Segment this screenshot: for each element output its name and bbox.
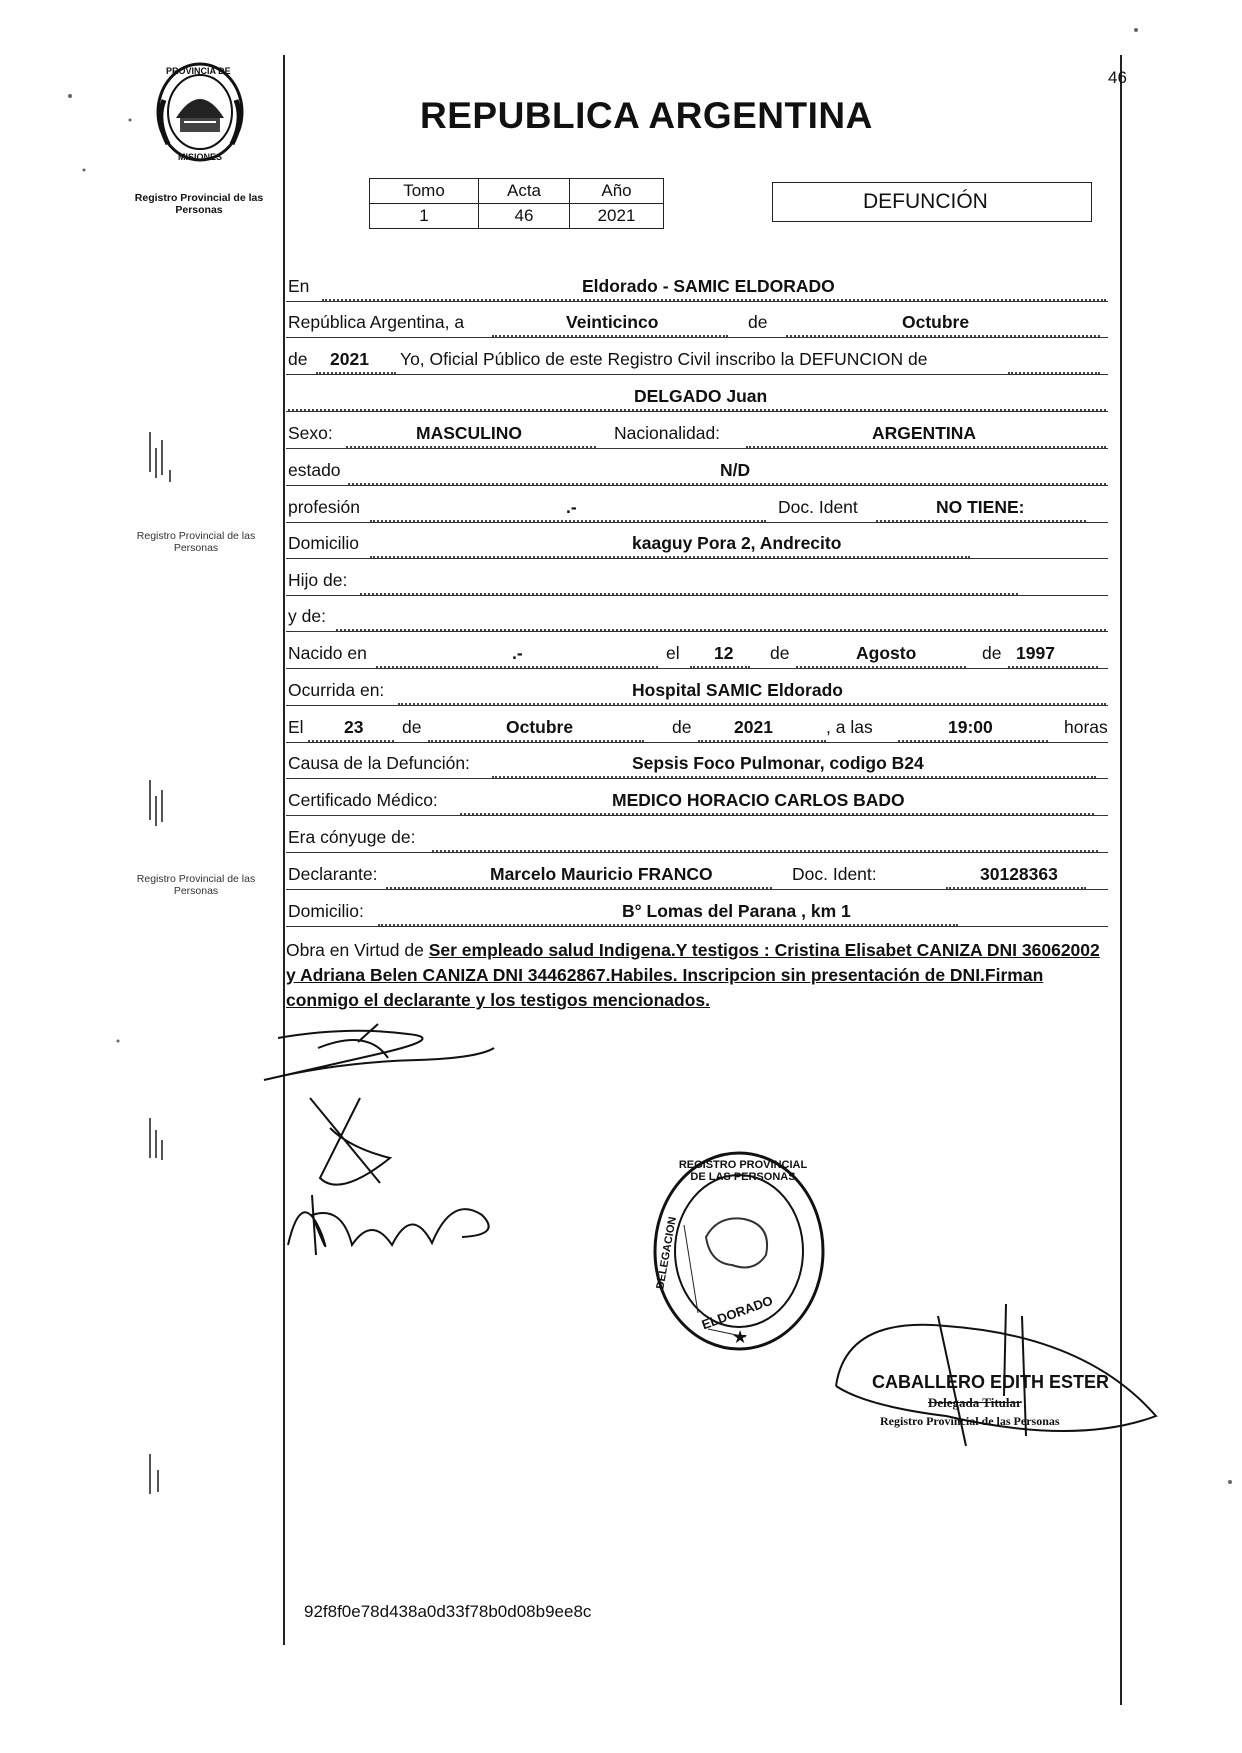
- row-estado: [286, 449, 1108, 486]
- label-domicilio: Domicilio: [288, 533, 359, 553]
- table-cell: 46: [479, 204, 570, 229]
- label-nacionalidad: Nacionalidad:: [614, 423, 721, 443]
- row-conyuge: [286, 816, 1108, 853]
- label-hijo: Hijo de:: [288, 570, 348, 590]
- text-inscribo: Yo, Oficial Público de este Registro Civil inscribo la DEFUNCION de: [400, 349, 928, 369]
- label-declarante: Declarante:: [288, 864, 378, 884]
- label-ocurrida: Ocurrida en:: [288, 680, 385, 700]
- row-causa: [286, 742, 1108, 779]
- obra-lead: Obra en Virtud de: [286, 940, 424, 960]
- value-nacido-anio: 1997: [1016, 643, 1055, 663]
- label-horas: horas: [1064, 717, 1108, 737]
- row-ocurrida: [286, 669, 1108, 706]
- value-certificado: MEDICO HORACIO CARLOS BADO: [612, 790, 905, 810]
- value-estado: N/D: [720, 460, 751, 480]
- label-de: de: [748, 312, 768, 332]
- label-el-fecha: El: [288, 717, 304, 737]
- official-role: Delegada Titular: [928, 1395, 1022, 1410]
- label-domicilio-2: Domicilio:: [288, 901, 364, 921]
- value-hora: 19:00: [948, 717, 993, 737]
- value-anio: 2021: [734, 717, 773, 737]
- table-header: Acta: [479, 179, 570, 204]
- table-cell: 1: [370, 204, 479, 229]
- seal-ring-bottom-text: MISIONES: [178, 152, 223, 162]
- label-fecha: República Argentina, a: [288, 312, 465, 332]
- table-header: Tomo: [370, 179, 479, 204]
- label-en: En: [288, 276, 310, 296]
- value-domicilio: kaaguy Pora 2, Andrecito: [632, 533, 842, 553]
- row-nacido: [286, 632, 1108, 669]
- label-nacido: Nacido en: [288, 643, 367, 663]
- register-table: [369, 178, 664, 229]
- value-profesion: .-: [566, 497, 577, 517]
- label-certificado: Certificado Médico:: [288, 790, 438, 810]
- label-de-2: de: [982, 643, 1002, 663]
- label-el: el: [666, 643, 680, 663]
- stamp-bottom-text: ELDORADO: [699, 1292, 775, 1333]
- value-sexo: MASCULINO: [416, 423, 522, 443]
- row-anio: [286, 338, 1108, 375]
- row-yde: [286, 595, 1108, 632]
- label-a-las: , a las: [826, 717, 873, 737]
- svg-text:★: ★: [732, 1327, 749, 1347]
- act-type: DEFUNCIÓN: [863, 190, 988, 213]
- official-office: Registro Provincial de las Personas: [880, 1414, 1060, 1428]
- label-conyuge: Era cónyuge de:: [288, 827, 416, 847]
- side-caption-2: Registro Provincial de las Personas: [136, 873, 256, 897]
- stamp-ring-text: REGISTRO PROVINCIAL DE LAS PERSONAS: [678, 1159, 808, 1183]
- document-hash: 92f8f0e78d438a0d33f78b0d08b9ee8c: [304, 1602, 592, 1621]
- label-doc-ident: Doc. Ident: [778, 497, 858, 517]
- table-header: Año: [570, 179, 664, 204]
- label-profesion: profesión: [288, 497, 360, 517]
- obra-text: Ser empleado salud Indigena.Y testigos : Cristina Elisabet CANIZA DNI 36062002 y Adriana Belen CANIZA DNI 34462867.Habiles. Inscripcion sin presentación de DNI.Firman conmigo el declarante y los testigos mencionados.: [286, 940, 1100, 1010]
- value-dia: 23: [344, 717, 364, 737]
- label-yde: y de:: [288, 606, 326, 626]
- label-doc-ident-2: Doc. Ident:: [792, 864, 877, 884]
- stamp-left-text: DELEGACION: [654, 1215, 679, 1291]
- row-domicilio-2: [286, 890, 1108, 927]
- value-en: Eldorado - SAMIC ELDORADO: [582, 276, 835, 296]
- official-stamp: [648, 1145, 830, 1357]
- label-sexo: Sexo:: [288, 423, 333, 443]
- row-nombre: [286, 375, 1108, 412]
- act-type-box: [772, 182, 1092, 222]
- value-nacionalidad: ARGENTINA: [872, 423, 977, 443]
- value-ocurrida: Hospital SAMIC Eldorado: [632, 680, 843, 700]
- label-de-a: de: [402, 717, 422, 737]
- label-estado: estado: [288, 460, 341, 480]
- value-doc-ident: NO TIENE:: [936, 497, 1025, 517]
- seal-caption: Registro Provincial de las Personas: [134, 192, 264, 216]
- table-cell: 2021: [570, 204, 664, 229]
- value-nacido-lugar: .-: [512, 643, 523, 663]
- row-declarante: [286, 853, 1108, 890]
- row-domicilio: [286, 522, 1108, 559]
- row-el-fecha: [286, 706, 1108, 743]
- value-mes: Octubre: [506, 717, 574, 737]
- row-fecha: [286, 301, 1108, 338]
- label-anio: de: [288, 349, 308, 369]
- label-de-1: de: [770, 643, 790, 663]
- value-nombre: DELGADO Juan: [634, 386, 768, 406]
- value-nacido-mes: Agosto: [856, 643, 917, 663]
- page-number: 46: [1108, 68, 1127, 87]
- value-year: 2021: [330, 349, 369, 369]
- witness-signature-2: [282, 1175, 512, 1275]
- page-title: REPUBLICA ARGENTINA: [420, 95, 873, 136]
- row-profesion: [286, 486, 1108, 523]
- value-declarante: Marcelo Mauricio FRANCO: [490, 864, 713, 884]
- value-doc-ident-2: 30128363: [980, 864, 1058, 884]
- row-sexo: [286, 412, 1108, 449]
- label-causa: Causa de la Defunción:: [288, 753, 470, 773]
- row-en: [286, 265, 1108, 302]
- row-hijo: [286, 559, 1108, 596]
- side-caption-1: Registro Provincial de las Personas: [136, 530, 256, 554]
- label-de-b: de: [672, 717, 692, 737]
- row-certificado: [286, 779, 1108, 816]
- official-name: CABALLERO EDITH ESTER: [872, 1372, 1110, 1392]
- seal-ring-top-text: PROVINCIA DE: [166, 66, 231, 76]
- obra-paragraph: [286, 938, 1114, 1013]
- value-day: Veinticinco: [566, 312, 659, 332]
- value-causa: Sepsis Foco Pulmonar, codigo B24: [632, 753, 924, 773]
- value-nacido-dia: 12: [714, 643, 734, 663]
- value-month: Octubre: [902, 312, 970, 332]
- value-domicilio-2: B° Lomas del Parana , km 1: [622, 901, 851, 921]
